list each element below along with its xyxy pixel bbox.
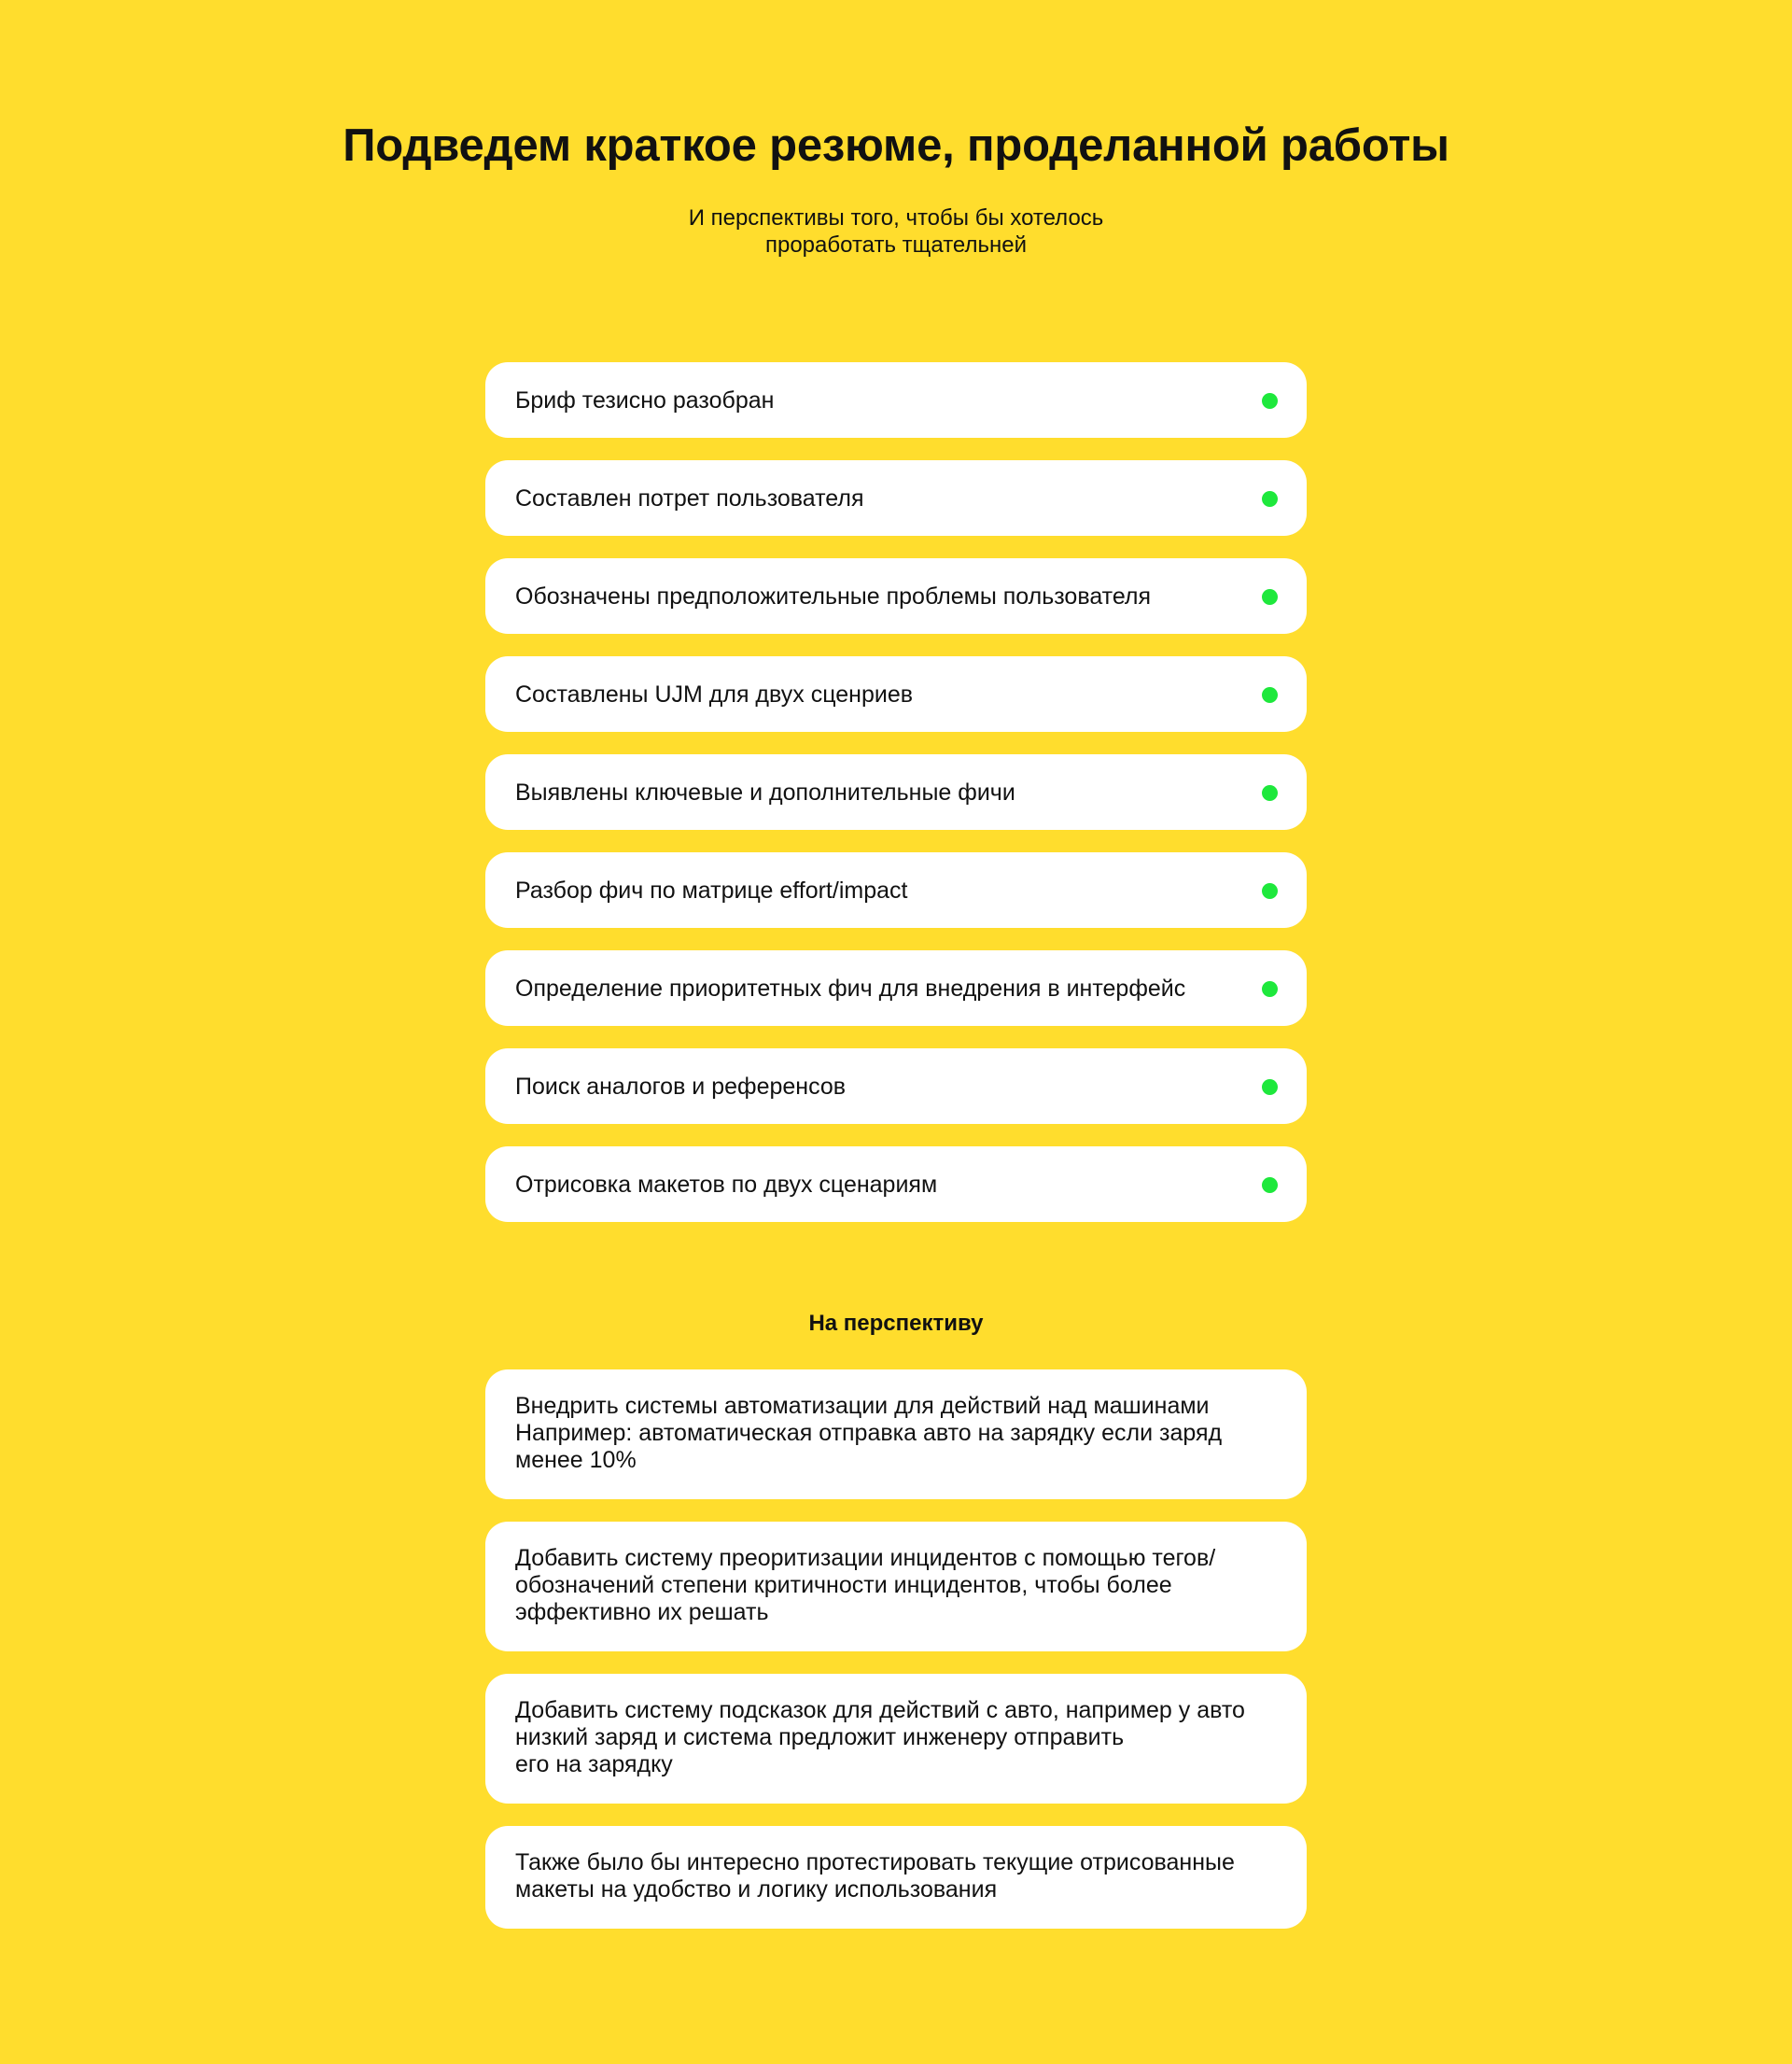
- status-done-icon: [1262, 785, 1278, 801]
- completed-item: [485, 852, 1307, 928]
- status-done-icon: [1262, 981, 1278, 997]
- completed-item: [485, 1048, 1307, 1124]
- completed-item: [485, 460, 1307, 536]
- completed-item-label: Обозначены предположительные проблемы пользователя: [515, 583, 1152, 610]
- status-done-icon: [1262, 1177, 1278, 1193]
- completed-item-label: Разбор фич по матрице effort/impact: [515, 877, 908, 904]
- page-subtitle: И перспективы того, чтобы бы хотелось проработать тщательней: [688, 205, 1104, 258]
- completed-item-label: Бриф тезисно разобран: [515, 386, 775, 414]
- future-list: [485, 1369, 1307, 1951]
- future-item: Добавить систему подсказок для действий с авто, например у авто низкий заряд и система предложит инженеру отправить его на зарядку: [485, 1674, 1307, 1804]
- status-done-icon: [1262, 589, 1278, 605]
- page-title: Подведем краткое резюме, проделанной работы: [343, 120, 1449, 171]
- status-done-icon: [1262, 393, 1278, 409]
- completed-list: [485, 362, 1307, 1244]
- future-item: Внедрить системы автоматизации для действий над машинами Например: автоматическая отправка авто на зарядку если заряд менее 10%: [485, 1369, 1307, 1499]
- completed-item: [485, 754, 1307, 830]
- completed-item: [485, 656, 1307, 732]
- completed-item-label: Отрисовка макетов по двух сценариям: [515, 1171, 938, 1198]
- completed-item: [485, 1146, 1307, 1222]
- status-done-icon: [1262, 687, 1278, 703]
- future-section-title: На перспективу: [808, 1311, 984, 1336]
- completed-item: [485, 950, 1307, 1026]
- completed-item-label: Составлен потрет пользователя: [515, 484, 864, 512]
- future-item: Также было бы интересно протестировать текущие отрисованные макеты на удобство и логику использования: [485, 1826, 1307, 1929]
- completed-item-label: Составлены UJM для двух сценриев: [515, 681, 914, 708]
- status-done-icon: [1262, 491, 1278, 507]
- completed-item-label: Определение приоритетных фич для внедрения в интерфейс: [515, 975, 1186, 1002]
- status-done-icon: [1262, 883, 1278, 899]
- completed-item-label: Поиск аналогов и референсов: [515, 1073, 847, 1100]
- completed-item: [485, 558, 1307, 634]
- future-item: Добавить систему преоритизации инцидентов с помощью тегов/ обозначений степени критичности инцидентов, чтобы более эффективно их решать: [485, 1522, 1307, 1651]
- completed-item-label: Выявлены ключевые и дополнительные фичи: [515, 779, 1015, 806]
- status-done-icon: [1262, 1079, 1278, 1095]
- completed-item: [485, 362, 1307, 438]
